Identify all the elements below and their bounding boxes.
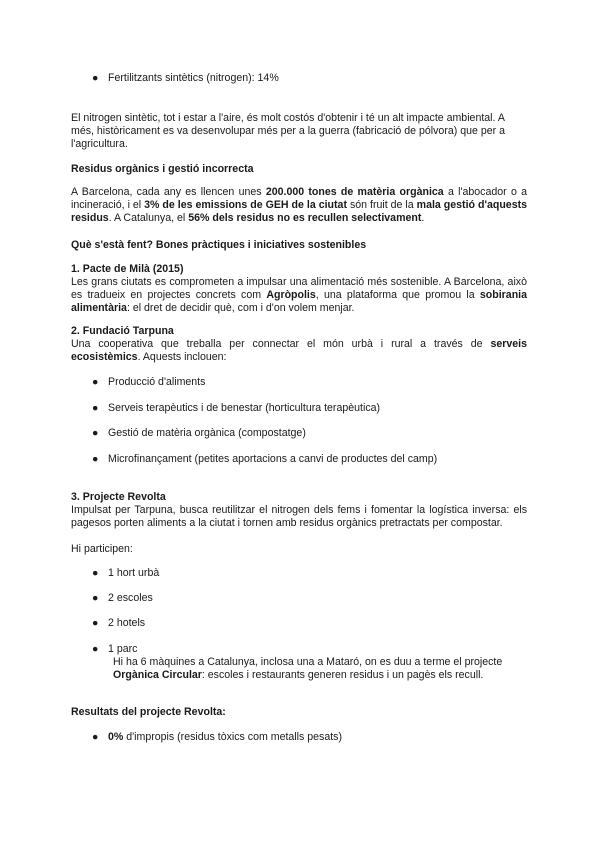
section-heading-residus: Residus orgànics i gestió incorrecta <box>71 163 254 175</box>
list-item-text: Gestió de matèria orgànica (compostatge) <box>108 427 306 439</box>
bullet-icon: ● <box>92 643 99 655</box>
list-item-text: 0% d'impropis (residus tòxics com metalls pesats) <box>108 731 342 743</box>
bullet-icon: ● <box>92 453 99 465</box>
list-item-text: 2 hotels <box>108 617 146 629</box>
nitrogen-paragraph: El nitrogen sintètic, tot i estar a l'aire, és molt costós d'obtenir i té un alt impacte ambiental. A més, històricament es va desenvolupar més per a la guerra (fabricació de pólvora) que per a l'agricultura. <box>71 112 505 150</box>
bold-phrase: Agròpolis <box>266 289 316 301</box>
list-item-text: Serveis terapèutics i de benestar (horticultura terapèutica) <box>108 402 381 414</box>
list-item-text: Fertilitzants sintètics (nitrogen): 14% <box>108 72 279 84</box>
bullet-icon: ● <box>92 617 99 629</box>
bullet-icon: ● <box>92 567 99 579</box>
subsection-heading-mila: 1. Pacte de Milà (2015) <box>71 263 184 275</box>
subsection-heading-revolta: 3. Projecte Revolta <box>71 491 166 503</box>
section-heading-resultats: Resultats del projecte Revolta: <box>71 706 226 718</box>
bold-phrase: Orgànica Circular <box>113 669 202 681</box>
bullet-icon: ● <box>92 427 99 439</box>
revolta-participants-label: Hi participen: <box>71 543 133 555</box>
revolta-paragraph: Impulsat per Tarpuna, busca reutilitzar el nitrogen dels fems i fomentar la logística inversa: els pagesos porten aliments a la ciutat i tornen amb residus orgànics pretractats per compostar. <box>71 504 527 529</box>
residus-paragraph: A Barcelona, cada any es llencen unes 200.000 tones de matèria orgànica a l'abocador o a incineració, i el 3% de les emissions de GEH de la ciutat són fruit de la mala gestió d'aquests residus. A Catalunya, el 56% dels residus no es recullen selectivament. <box>71 186 528 224</box>
bold-phrase: 3% de les emissions de GEH de la ciutat <box>144 199 347 211</box>
bullet-icon: ● <box>92 592 99 604</box>
tarpuna-paragraph: Una cooperativa que treballa per connectar el món urbà i rural a través de serveis ecosistèmics. Aquests inclouen: <box>71 338 527 363</box>
list-item-text: 2 escoles <box>108 592 153 604</box>
bold-phrase: serveis ecosistèmics <box>71 338 527 363</box>
bullet-icon: ● <box>92 402 99 414</box>
bold-phrase: 200.000 tones de matèria orgànica <box>265 186 444 198</box>
bold-phrase: 56% dels residus no es recullen selectivament <box>188 212 422 224</box>
revolta-sub-paragraph: Hi ha 6 màquines a Catalunya, inclosa una a Mataró, on es duu a terme el projecte Orgànica Circular: escoles i restaurants generen residus i un pagès els recull. <box>113 656 503 681</box>
bullet-icon: ● <box>92 376 99 388</box>
bold-phrase: 0% <box>108 731 124 743</box>
bullet-icon: ● <box>92 72 99 84</box>
bold-phrase: sobirania alimentària <box>71 289 528 314</box>
bold-phrase: mala gestió d'aquests residus <box>71 199 528 224</box>
list-item-text: Producció d'aliments <box>108 376 206 388</box>
list-item-text: 1 hort urbà <box>108 567 160 579</box>
list-item-text: Microfinançament (petites aportacions a canvi de productes del camp) <box>108 453 438 465</box>
section-heading-practiques: Què s'està fent? Bones pràctiques i iniciatives sostenibles <box>71 239 367 251</box>
subsection-heading-tarpuna: 2. Fundació Tarpuna <box>71 325 174 337</box>
bullet-icon: ● <box>92 731 99 743</box>
mila-paragraph: Les grans ciutats es comprometen a impulsar una alimentació més sostenible. A Barcelona, això es tradueix en projectes concrets com Agròpolis, una plataforma que promou la sobirania alimentària: el dret de decidir què, com i d'on volem menjar. <box>71 276 528 314</box>
list-item-text: 1 parc <box>108 643 138 655</box>
